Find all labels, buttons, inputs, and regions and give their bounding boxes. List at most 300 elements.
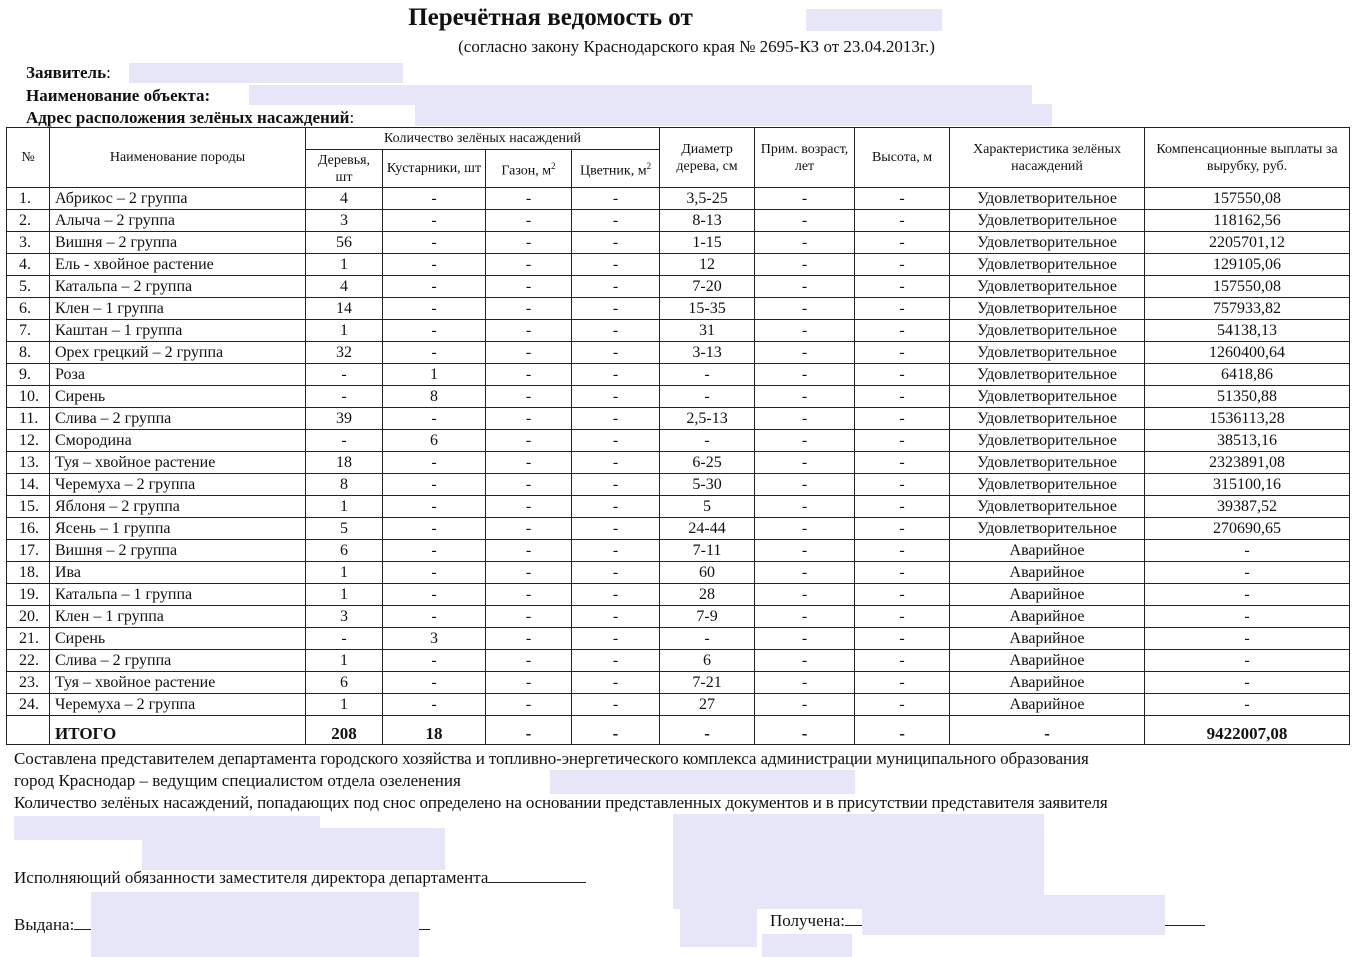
deputy-signature-line: Исполняющий обязанности заместителя директора департамента xyxy=(14,868,586,888)
col-flowerbed: Цветник, $м^2$ xyxy=(572,150,660,188)
cell-lawn: - xyxy=(486,408,572,430)
cell-flower: - xyxy=(572,232,660,254)
redacted-specialist xyxy=(550,770,855,794)
object-label: Наименование объекта: xyxy=(26,86,211,105)
cell-diameter: 7-11 xyxy=(660,540,755,562)
cell-diameter: 6 xyxy=(660,650,755,672)
table-row xyxy=(7,320,1350,342)
cell-diameter: - xyxy=(660,386,755,408)
cell-lawn: - xyxy=(486,562,572,584)
redacted-stamp-2 xyxy=(680,905,757,947)
cell-lawn: - xyxy=(486,540,572,562)
cell-height: - xyxy=(855,672,950,694)
cell-age: - xyxy=(755,452,855,474)
cell-trees: 32 xyxy=(306,342,383,364)
cell-trees: 1 xyxy=(306,650,383,672)
cell-trees: 1 xyxy=(306,694,383,716)
cell-trees: 1 xyxy=(306,320,383,342)
cell-trees: 6 xyxy=(306,540,383,562)
cell-trees: 4 xyxy=(306,188,383,210)
cell-lawn: - xyxy=(486,298,572,320)
total-row xyxy=(7,716,1350,745)
redacted-object xyxy=(249,85,1032,105)
cell-condition: Удовлетворительное xyxy=(950,386,1145,408)
cell-condition: Удовлетворительное xyxy=(950,474,1145,496)
cell-name: Ясень – 1 группа xyxy=(50,518,306,540)
total-comp: 9422007,08 xyxy=(1145,716,1350,745)
cell-age: - xyxy=(755,342,855,364)
cell-trees: 1 xyxy=(306,562,383,584)
footer-line3: Количество зелёных насаждений, попадающих под снос определено на основании представленных документов и в присутствии представителя заявителя xyxy=(14,793,1108,812)
cell-age: - xyxy=(755,430,855,452)
redacted-issued xyxy=(91,892,419,957)
cell-comp: 118162,56 xyxy=(1145,210,1350,232)
cell-diameter: 1-15 xyxy=(660,232,755,254)
cell-no: 1. xyxy=(7,188,50,210)
redacted-stamp-3 xyxy=(762,934,852,957)
cell-name: Сирень xyxy=(50,386,306,408)
cell-trees: 39 xyxy=(306,408,383,430)
cell-flower: - xyxy=(572,606,660,628)
cell-diameter: 7-20 xyxy=(660,276,755,298)
cell-diameter: 24-44 xyxy=(660,518,755,540)
cell-name: Клен – 1 группа xyxy=(50,606,306,628)
cell-no: 22. xyxy=(7,650,50,672)
cell-no: 8. xyxy=(7,342,50,364)
cell-age: - xyxy=(755,672,855,694)
cell-age: - xyxy=(755,386,855,408)
cell-name: Смородина xyxy=(50,430,306,452)
cell-flower: - xyxy=(572,342,660,364)
cell-age: - xyxy=(755,364,855,386)
cell-flower: - xyxy=(572,650,660,672)
cell-flower: - xyxy=(572,518,660,540)
cell-name: Алыча – 2 группа xyxy=(50,210,306,232)
col-age: Прим. возраст, лет xyxy=(755,128,855,188)
cell-condition: Удовлетворительное xyxy=(950,298,1145,320)
cell-lawn: - xyxy=(486,672,572,694)
table-row xyxy=(7,452,1350,474)
cell-lawn: - xyxy=(486,474,572,496)
cell-comp: 39387,52 xyxy=(1145,496,1350,518)
cell-name: Ива xyxy=(50,562,306,584)
cell-condition: Аварийное xyxy=(950,562,1145,584)
table-row xyxy=(7,474,1350,496)
cell-trees: 1 xyxy=(306,254,383,276)
cell-comp: 2205701,12 xyxy=(1145,232,1350,254)
cell-comp: 6418,86 xyxy=(1145,364,1350,386)
cell-name: Слива – 2 группа xyxy=(50,650,306,672)
cell-flower: - xyxy=(572,672,660,694)
cell-shrubs: 1 xyxy=(383,364,486,386)
table-row xyxy=(7,672,1350,694)
cell-flower: - xyxy=(572,584,660,606)
cell-shrubs: - xyxy=(383,254,486,276)
cell-comp: - xyxy=(1145,672,1350,694)
cell-diameter: 27 xyxy=(660,694,755,716)
cell-shrubs: - xyxy=(383,584,486,606)
cell-height: - xyxy=(855,232,950,254)
cell-height: - xyxy=(855,628,950,650)
cell-age: - xyxy=(755,518,855,540)
cell-condition: Аварийное xyxy=(950,628,1145,650)
cell-no: 15. xyxy=(7,496,50,518)
cell-diameter: 5 xyxy=(660,496,755,518)
col-height: Высота, м xyxy=(855,128,950,188)
cell-no: 9. xyxy=(7,364,50,386)
cell-trees: 1 xyxy=(306,584,383,606)
table-row xyxy=(7,540,1350,562)
cell-shrubs: - xyxy=(383,606,486,628)
cell-lawn: - xyxy=(486,584,572,606)
cell-no: 13. xyxy=(7,452,50,474)
cell-comp: 157550,08 xyxy=(1145,188,1350,210)
cell-age: - xyxy=(755,298,855,320)
cell-lawn: - xyxy=(486,628,572,650)
total-lawn: - xyxy=(486,716,572,745)
cell-condition: Удовлетворительное xyxy=(950,188,1145,210)
redacted-address xyxy=(415,104,1052,126)
total-diameter: - xyxy=(660,716,755,745)
cell-diameter: 15-35 xyxy=(660,298,755,320)
cell-flower: - xyxy=(572,628,660,650)
cell-diameter: 7-21 xyxy=(660,672,755,694)
cell-name: Туя – хвойное растение xyxy=(50,672,306,694)
cell-condition: Аварийное xyxy=(950,672,1145,694)
cell-height: - xyxy=(855,452,950,474)
col-quantity-group: Количество зелёных насаждений xyxy=(306,128,660,150)
cell-height: - xyxy=(855,496,950,518)
cell-shrubs: - xyxy=(383,562,486,584)
table-row xyxy=(7,232,1350,254)
cell-no: 18. xyxy=(7,562,50,584)
col-species: Наименование породы xyxy=(50,128,306,188)
cell-condition: Удовлетворительное xyxy=(950,320,1145,342)
cell-no: 24. xyxy=(7,694,50,716)
table-row xyxy=(7,584,1350,606)
cell-height: - xyxy=(855,210,950,232)
received-line: Получена: xyxy=(770,911,1205,931)
table-row xyxy=(7,694,1350,716)
cell-flower: - xyxy=(572,210,660,232)
issued-line: Выдана: xyxy=(14,915,430,935)
cell-age: - xyxy=(755,232,855,254)
cell-age: - xyxy=(755,650,855,672)
cell-trees: 5 xyxy=(306,518,383,540)
cell-shrubs: - xyxy=(383,210,486,232)
cell-diameter: 6-25 xyxy=(660,452,755,474)
cell-shrubs: - xyxy=(383,188,486,210)
cell-shrubs: - xyxy=(383,650,486,672)
cell-no: 14. xyxy=(7,474,50,496)
table-row xyxy=(7,342,1350,364)
cell-condition: Удовлетворительное xyxy=(950,342,1145,364)
cell-age: - xyxy=(755,540,855,562)
cell-flower: - xyxy=(572,276,660,298)
total-trees: 208 xyxy=(306,716,383,745)
total-flower: - xyxy=(572,716,660,745)
cell-trees: 6 xyxy=(306,672,383,694)
total-condition: - xyxy=(950,716,1145,745)
cell-flower: - xyxy=(572,364,660,386)
cell-diameter: - xyxy=(660,364,755,386)
cell-comp: - xyxy=(1145,606,1350,628)
cell-shrubs: - xyxy=(383,672,486,694)
cell-height: - xyxy=(855,342,950,364)
cell-shrubs: - xyxy=(383,342,486,364)
total-name: ИТОГО xyxy=(50,716,306,745)
table-row xyxy=(7,408,1350,430)
cell-lawn: - xyxy=(486,694,572,716)
cell-height: - xyxy=(855,606,950,628)
cell-comp: 757933,82 xyxy=(1145,298,1350,320)
cell-height: - xyxy=(855,408,950,430)
cell-trees: 1 xyxy=(306,496,383,518)
cell-diameter: - xyxy=(660,430,755,452)
cell-height: - xyxy=(855,364,950,386)
cell-no: 2. xyxy=(7,210,50,232)
table-row xyxy=(7,628,1350,650)
cell-condition: Удовлетворительное xyxy=(950,364,1145,386)
cell-name: Клен – 1 группа xyxy=(50,298,306,320)
cell-no: 17. xyxy=(7,540,50,562)
table-row xyxy=(7,496,1350,518)
table-row xyxy=(7,298,1350,320)
cell-condition: Удовлетворительное xyxy=(950,276,1145,298)
cell-age: - xyxy=(755,584,855,606)
cell-lawn: - xyxy=(486,342,572,364)
cell-shrubs: - xyxy=(383,496,486,518)
cell-flower: - xyxy=(572,694,660,716)
cell-no: 23. xyxy=(7,672,50,694)
table-row xyxy=(7,188,1350,210)
cell-age: - xyxy=(755,210,855,232)
cell-trees: 3 xyxy=(306,606,383,628)
cell-trees: 56 xyxy=(306,232,383,254)
cell-comp: - xyxy=(1145,628,1350,650)
cell-name: Катальпа – 2 группа xyxy=(50,276,306,298)
cell-flower: - xyxy=(572,320,660,342)
col-no: № xyxy=(7,128,50,188)
footer-line2: город Краснодар – ведущим специалистом отдела озеленения xyxy=(14,771,461,790)
cell-no: 20. xyxy=(7,606,50,628)
cell-shrubs: - xyxy=(383,232,486,254)
cell-condition: Удовлетворительное xyxy=(950,430,1145,452)
cell-diameter: 3-13 xyxy=(660,342,755,364)
cell-flower: - xyxy=(572,452,660,474)
col-lawn: Газон, $м^2$ xyxy=(486,150,572,188)
cell-age: - xyxy=(755,320,855,342)
cell-no: 11. xyxy=(7,408,50,430)
cell-lawn: - xyxy=(486,518,572,540)
col-shrubs: Кустарники, шт xyxy=(383,150,486,188)
cell-shrubs: - xyxy=(383,298,486,320)
cell-shrubs: 3 xyxy=(383,628,486,650)
cell-lawn: - xyxy=(486,650,572,672)
cell-no: 7. xyxy=(7,320,50,342)
cell-name: Сирень xyxy=(50,628,306,650)
cell-comp: - xyxy=(1145,694,1350,716)
cell-flower: - xyxy=(572,430,660,452)
cell-trees: 14 xyxy=(306,298,383,320)
cell-age: - xyxy=(755,496,855,518)
inventory-table xyxy=(6,127,1350,745)
table-row xyxy=(7,254,1350,276)
table-row xyxy=(7,518,1350,540)
cell-diameter: 12 xyxy=(660,254,755,276)
cell-age: - xyxy=(755,276,855,298)
cell-name: Туя – хвойное растение xyxy=(50,452,306,474)
cell-height: - xyxy=(855,276,950,298)
cell-flower: - xyxy=(572,408,660,430)
cell-shrubs: - xyxy=(383,320,486,342)
cell-flower: - xyxy=(572,254,660,276)
col-compensation: Компенсационные выплаты за вырубку, руб. xyxy=(1145,128,1350,188)
cell-age: - xyxy=(755,188,855,210)
cell-flower: - xyxy=(572,298,660,320)
cell-height: - xyxy=(855,430,950,452)
cell-shrubs: - xyxy=(383,694,486,716)
total-age: - xyxy=(755,716,855,745)
cell-comp: 54138,13 xyxy=(1145,320,1350,342)
cell-comp: 315100,16 xyxy=(1145,474,1350,496)
cell-lawn: - xyxy=(486,386,572,408)
cell-comp: 157550,08 xyxy=(1145,276,1350,298)
cell-age: - xyxy=(755,562,855,584)
cell-age: - xyxy=(755,254,855,276)
cell-condition: Удовлетворительное xyxy=(950,232,1145,254)
cell-lawn: - xyxy=(486,320,572,342)
cell-trees: - xyxy=(306,364,383,386)
redacted-received xyxy=(862,895,1165,935)
cell-height: - xyxy=(855,650,950,672)
cell-condition: Удовлетворительное xyxy=(950,408,1145,430)
cell-name: Черемуха – 2 группа xyxy=(50,694,306,716)
cell-condition: Удовлетворительное xyxy=(950,496,1145,518)
footer-line1: Составлена представителем департамента городского хозяйства и топливно-энергетического комплекса администрации муниципального образования xyxy=(14,749,1089,768)
cell-no: 10. xyxy=(7,386,50,408)
cell-lawn: - xyxy=(486,232,572,254)
cell-shrubs: 6 xyxy=(383,430,486,452)
table-row xyxy=(7,606,1350,628)
cell-name: Ель - хвойное растение xyxy=(50,254,306,276)
cell-name: Яблоня – 2 группа xyxy=(50,496,306,518)
cell-comp: 51350,88 xyxy=(1145,386,1350,408)
cell-comp: 129105,06 xyxy=(1145,254,1350,276)
cell-condition: Удовлетворительное xyxy=(950,210,1145,232)
cell-shrubs: - xyxy=(383,474,486,496)
cell-no: 19. xyxy=(7,584,50,606)
table-row xyxy=(7,276,1350,298)
cell-no: 16. xyxy=(7,518,50,540)
table-row xyxy=(7,562,1350,584)
redacted-applicant xyxy=(129,63,403,83)
cell-height: - xyxy=(855,386,950,408)
cell-comp: 38513,16 xyxy=(1145,430,1350,452)
cell-age: - xyxy=(755,474,855,496)
cell-height: - xyxy=(855,562,950,584)
cell-trees: - xyxy=(306,430,383,452)
cell-lawn: - xyxy=(486,276,572,298)
cell-diameter: 5-30 xyxy=(660,474,755,496)
table-row xyxy=(7,386,1350,408)
cell-lawn: - xyxy=(486,210,572,232)
cell-shrubs: - xyxy=(383,276,486,298)
cell-condition: Аварийное xyxy=(950,694,1145,716)
cell-lawn: - xyxy=(486,364,572,386)
cell-trees: 18 xyxy=(306,452,383,474)
cell-height: - xyxy=(855,584,950,606)
cell-diameter: 2,5-13 xyxy=(660,408,755,430)
col-condition: Характеристика зелёных насаждений xyxy=(950,128,1145,188)
table-row xyxy=(7,430,1350,452)
cell-shrubs: 8 xyxy=(383,386,486,408)
cell-no: 12. xyxy=(7,430,50,452)
cell-shrubs: - xyxy=(383,452,486,474)
cell-height: - xyxy=(855,474,950,496)
cell-name: Орех грецкий – 2 группа xyxy=(50,342,306,364)
cell-comp: 1536113,28 xyxy=(1145,408,1350,430)
document-subtitle: (согласно закону Краснодарского края № 2695-КЗ от 23.04.2013г.) xyxy=(458,37,935,56)
cell-diameter: 31 xyxy=(660,320,755,342)
cell-condition: Аварийное xyxy=(950,650,1145,672)
cell-condition: Удовлетворительное xyxy=(950,452,1145,474)
cell-no: 3. xyxy=(7,232,50,254)
cell-comp: 270690,65 xyxy=(1145,518,1350,540)
cell-diameter: 7-9 xyxy=(660,606,755,628)
cell-flower: - xyxy=(572,188,660,210)
cell-flower: - xyxy=(572,474,660,496)
cell-height: - xyxy=(855,694,950,716)
cell-comp: - xyxy=(1145,562,1350,584)
address-label: Адрес расположения зелёных насаждений: xyxy=(26,108,355,127)
cell-flower: - xyxy=(572,540,660,562)
col-trees: Деревья, шт xyxy=(306,150,383,188)
cell-no: 6. xyxy=(7,298,50,320)
table-row xyxy=(7,210,1350,232)
cell-trees: - xyxy=(306,628,383,650)
cell-comp: 1260400,64 xyxy=(1145,342,1350,364)
cell-trees: - xyxy=(306,386,383,408)
cell-name: Черемуха – 2 группа xyxy=(50,474,306,496)
cell-height: - xyxy=(855,188,950,210)
cell-lawn: - xyxy=(486,430,572,452)
cell-height: - xyxy=(855,254,950,276)
cell-comp: - xyxy=(1145,540,1350,562)
cell-flower: - xyxy=(572,496,660,518)
redacted-rep-2 xyxy=(142,828,445,870)
applicant-label: Заявитель: xyxy=(26,63,111,82)
cell-age: - xyxy=(755,408,855,430)
cell-diameter: 3,5-25 xyxy=(660,188,755,210)
cell-name: Вишня – 2 группа xyxy=(50,540,306,562)
cell-age: - xyxy=(755,694,855,716)
cell-condition: Аварийное xyxy=(950,584,1145,606)
cell-name: Катальпа – 1 группа xyxy=(50,584,306,606)
cell-height: - xyxy=(855,518,950,540)
cell-lawn: - xyxy=(486,496,572,518)
col-diameter: Диаметр дерева, см xyxy=(660,128,755,188)
cell-lawn: - xyxy=(486,452,572,474)
cell-condition: Удовлетворительное xyxy=(950,518,1145,540)
cell-height: - xyxy=(855,540,950,562)
cell-diameter: 60 xyxy=(660,562,755,584)
cell-diameter: 28 xyxy=(660,584,755,606)
cell-condition: Аварийное xyxy=(950,540,1145,562)
cell-height: - xyxy=(855,320,950,342)
total-shrubs: 18 xyxy=(383,716,486,745)
cell-name: Абрикос – 2 группа xyxy=(50,188,306,210)
